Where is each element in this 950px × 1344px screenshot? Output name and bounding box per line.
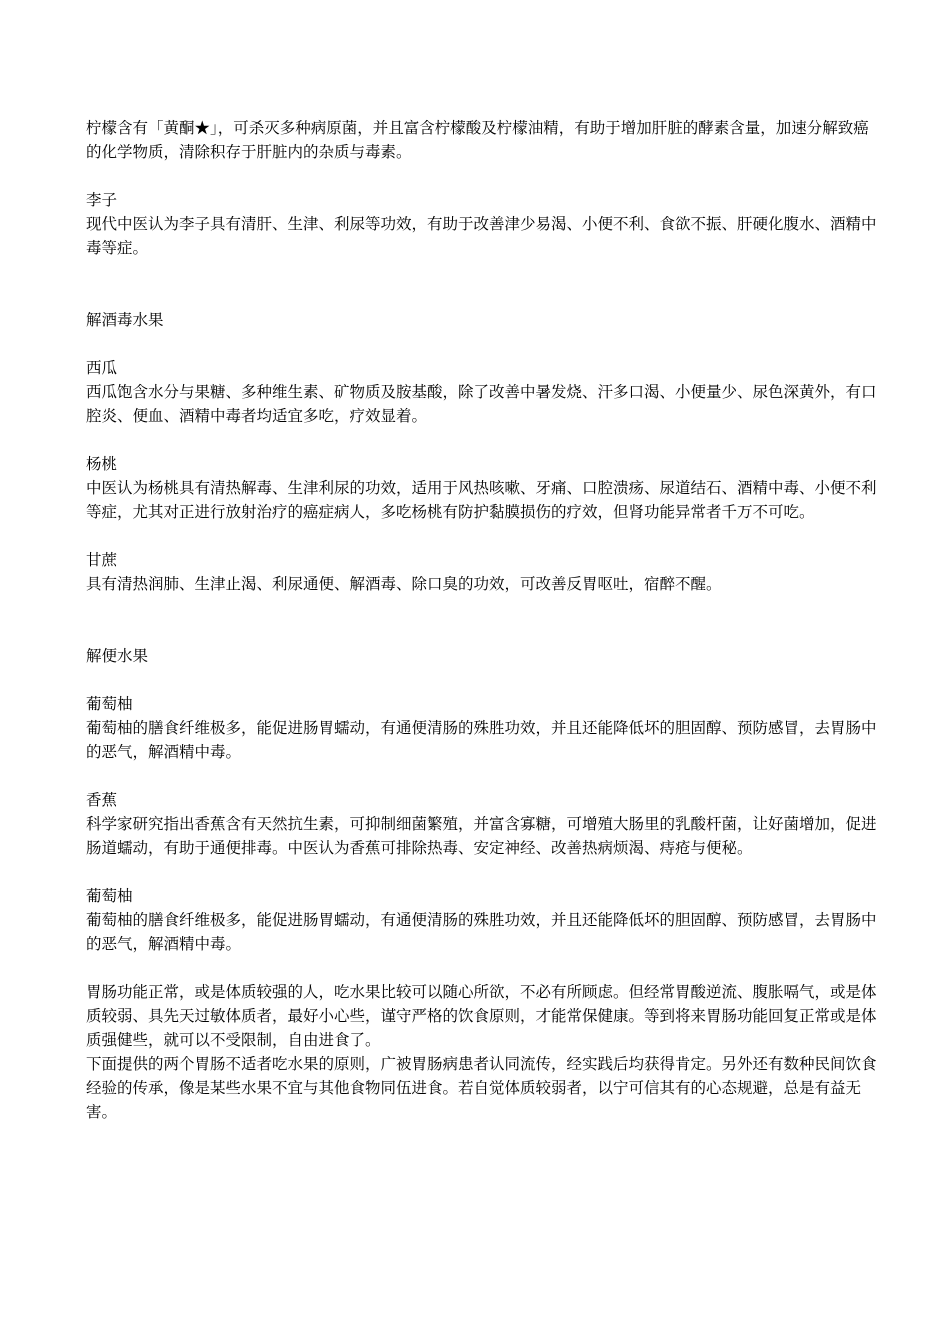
spacer: [86, 764, 880, 788]
sugarcane-title: 甘蔗: [86, 551, 118, 569]
banana-paragraph: 科学家研究指出香蕉含有天然抗生素，可抑制细菌繁殖，并富含寡糖，可增殖大肠里的乳酸杆菌，让好菌增加，促进肠道蠕动，有助于通便排毒。中医认为香蕉可排除热毒、安定神经、改善热病烦渴、痔疮与便秘。: [86, 815, 877, 857]
laxative-section-heading: 解便水果: [86, 647, 149, 665]
grapefruit-paragraph: 葡萄柚的膳食纤维极多，能促进肠胃蠕动，有通便清肠的殊胜功效，并且还能降低坏的胆固醇、预防感冒，去胃肠中的恶气，解酒精中毒。: [86, 719, 877, 761]
banana-title: 香蕉: [86, 791, 118, 809]
closing-paragraph-1: 胃肠功能正常，或是体质较强的人，吃水果比较可以随心所欲，不必有所顾虑。但经常胃酸逆流、腹胀嗝气，或是体质较弱、具先天过敏体质者，最好小心些，谨守严格的饮食原则，才能常保健康。等到将来胃肠功能回复正常或是体质强健些，就可以不受限制，自由进食了。: [86, 983, 877, 1049]
spacer: [86, 956, 880, 980]
watermelon-title: 西瓜: [86, 359, 118, 377]
spacer: [86, 332, 880, 356]
starfruit-title: 杨桃: [86, 455, 118, 473]
grapefruit-paragraph-repeat: 葡萄柚的膳食纤维极多，能促进肠胃蠕动，有通便清肠的殊胜功效，并且还能降低坏的胆固醇、预防感冒，去胃肠中的恶气，解酒精中毒。: [86, 911, 877, 953]
document-page: [86, 116, 880, 1124]
grapefruit-title-repeat: 葡萄柚: [86, 887, 133, 905]
grapefruit-title: 葡萄柚: [86, 695, 133, 713]
spacer: [86, 668, 880, 692]
spacer: [86, 596, 880, 644]
closing-paragraph-2: 下面提供的两个胃肠不适者吃水果的原则，广被胃肠病患者认同流传，经实践后均获得肯定。另外还有数种民间饮食经验的传承，像是某些水果不宜与其他食物同伍进食。若自觉体质较弱者，以宁可信其有的心态规避，总是有益无害。: [86, 1055, 877, 1121]
spacer: [86, 260, 880, 308]
lemon-paragraph: 柠檬含有「黄酮★」，可杀灭多种病原菌，并且富含柠檬酸及柠檬油精，有助于增加肝脏的酵素含量，加速分解致癌的化学物质，清除积存于肝脏内的杂质与毒素。: [86, 119, 869, 161]
plum-paragraph: 现代中医认为李子具有清肝、生津、利尿等功效，有助于改善津少易渴、小便不利、食欲不振、肝硬化腹水、酒精中毒等症。: [86, 215, 877, 257]
spacer: [86, 860, 880, 884]
detox-section-heading: 解酒毒水果: [86, 311, 164, 329]
plum-title: 李子: [86, 191, 118, 209]
starfruit-paragraph: 中医认为杨桃具有清热解毒、生津利尿的功效，适用于风热咳嗽、牙痛、口腔溃疡、尿道结石、酒精中毒、小便不利等症，尤其对正进行放射治疗的癌症病人，多吃杨桃有防护黏膜损伤的疗效，但肾功能异常者千万不可吃。: [86, 479, 877, 521]
spacer: [86, 524, 880, 548]
watermelon-paragraph: 西瓜饱含水分与果糖、多种维生素、矿物质及胺基酸，除了改善中暑发烧、汗多口渴、小便量少、尿色深黄外，有口腔炎、便血、酒精中毒者均适宜多吃，疗效显着。: [86, 383, 877, 425]
spacer: [86, 164, 880, 188]
spacer: [86, 428, 880, 452]
sugarcane-paragraph: 具有清热润肺、生津止渴、利尿通便、解酒毒、除口臭的功效，可改善反胃呕吐，宿醉不醒。: [86, 575, 722, 593]
